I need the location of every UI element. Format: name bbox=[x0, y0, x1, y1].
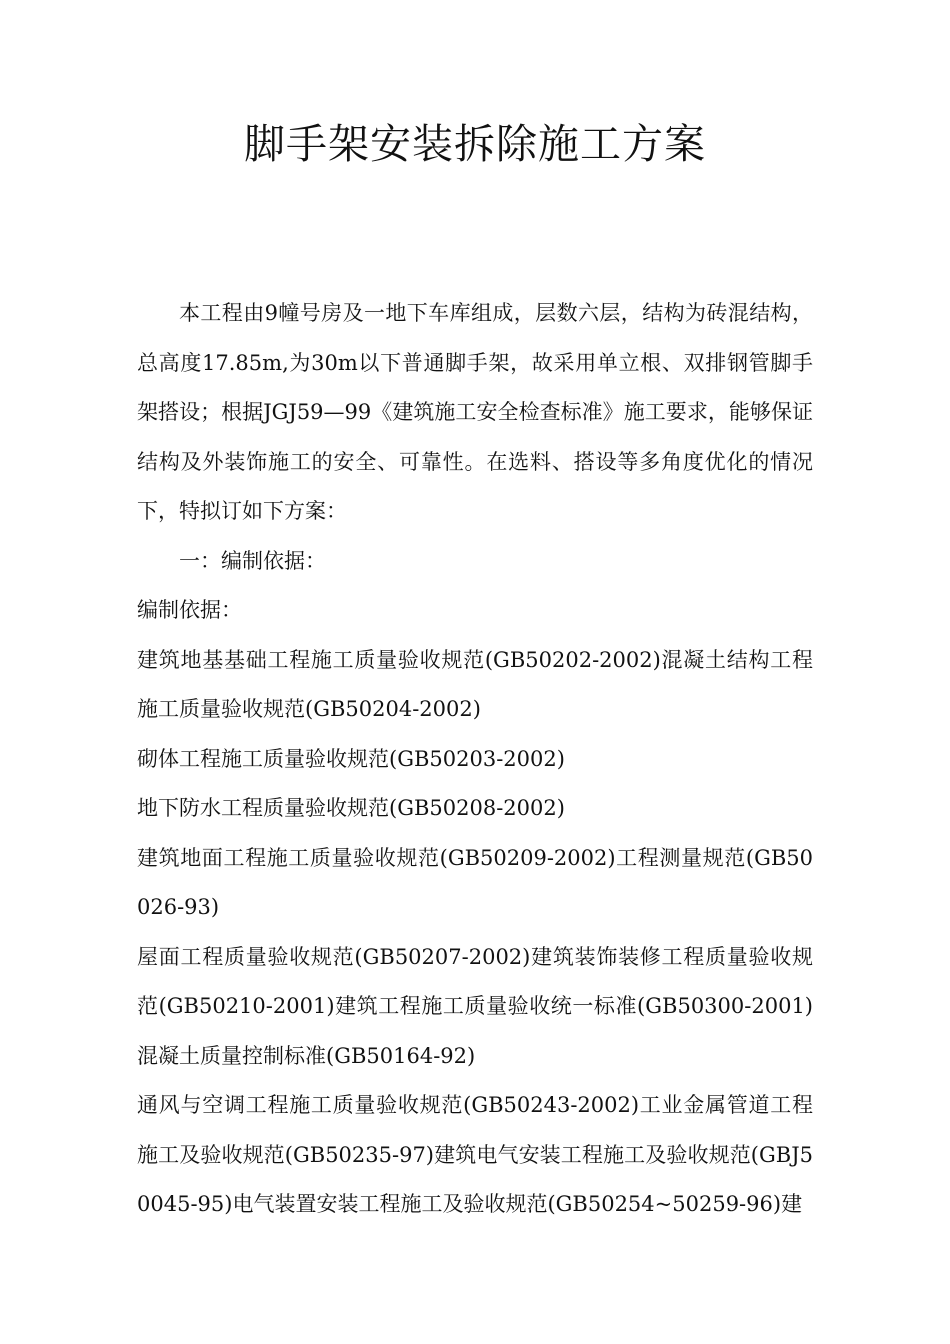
section-heading: 一：编制依据： bbox=[179, 548, 326, 573]
standard-item: 地下防水工程质量验收规范(GB50208-2002) bbox=[137, 796, 565, 820]
standard-item: 建筑地基基础工程施工质量验收规范(GB50202-2002)混凝土结构工程施工质量验收规范(GB50204-2002) bbox=[137, 647, 813, 721]
standard-item: 砌体工程施工质量验收规范(GB50203-2002) bbox=[137, 746, 565, 771]
basis-label: 编制依据： bbox=[137, 598, 242, 622]
standard-item: 通风与空调工程施工质量验收规范(GB50243-2002)工业金属管道工程施工及验收规范(GB50235-97)建筑电气安装工程施工及验收规范(GBJ50045-95)电气装置安装工程施工及验收规范(GB50254~50259-96)建 bbox=[137, 1093, 813, 1216]
intro-paragraph: 本工程由9幢号房及一地下车库组成，层数六层，结构为砖混结构，总高度17.85m,为30m以下普通脚手架，故采用单立根、双排钢管脚手架搭设；根据JGJ59—99《建筑施工安全检查标准》施工要求，能够保证结构及外装饰施工的安全、可靠性。在选料、搭设等多角度优化的情况下，特拟订如下方案： bbox=[137, 301, 813, 523]
document-body bbox=[137, 289, 813, 1230]
standard-item: 屋面工程质量验收规范(GB50207-2002)建筑装饰装修工程质量验收规范(GB50210-2001)建筑工程施工质量验收统一标准(GB50300-2001)混凝土质量控制标准(GB50164-92) bbox=[137, 944, 813, 1068]
document-title: 脚手架安装拆除施工方案 bbox=[244, 120, 706, 168]
standard-item: 建筑地面工程施工质量验收规范(GB50209-2002)工程测量规范(GB50026-93) bbox=[137, 845, 813, 919]
